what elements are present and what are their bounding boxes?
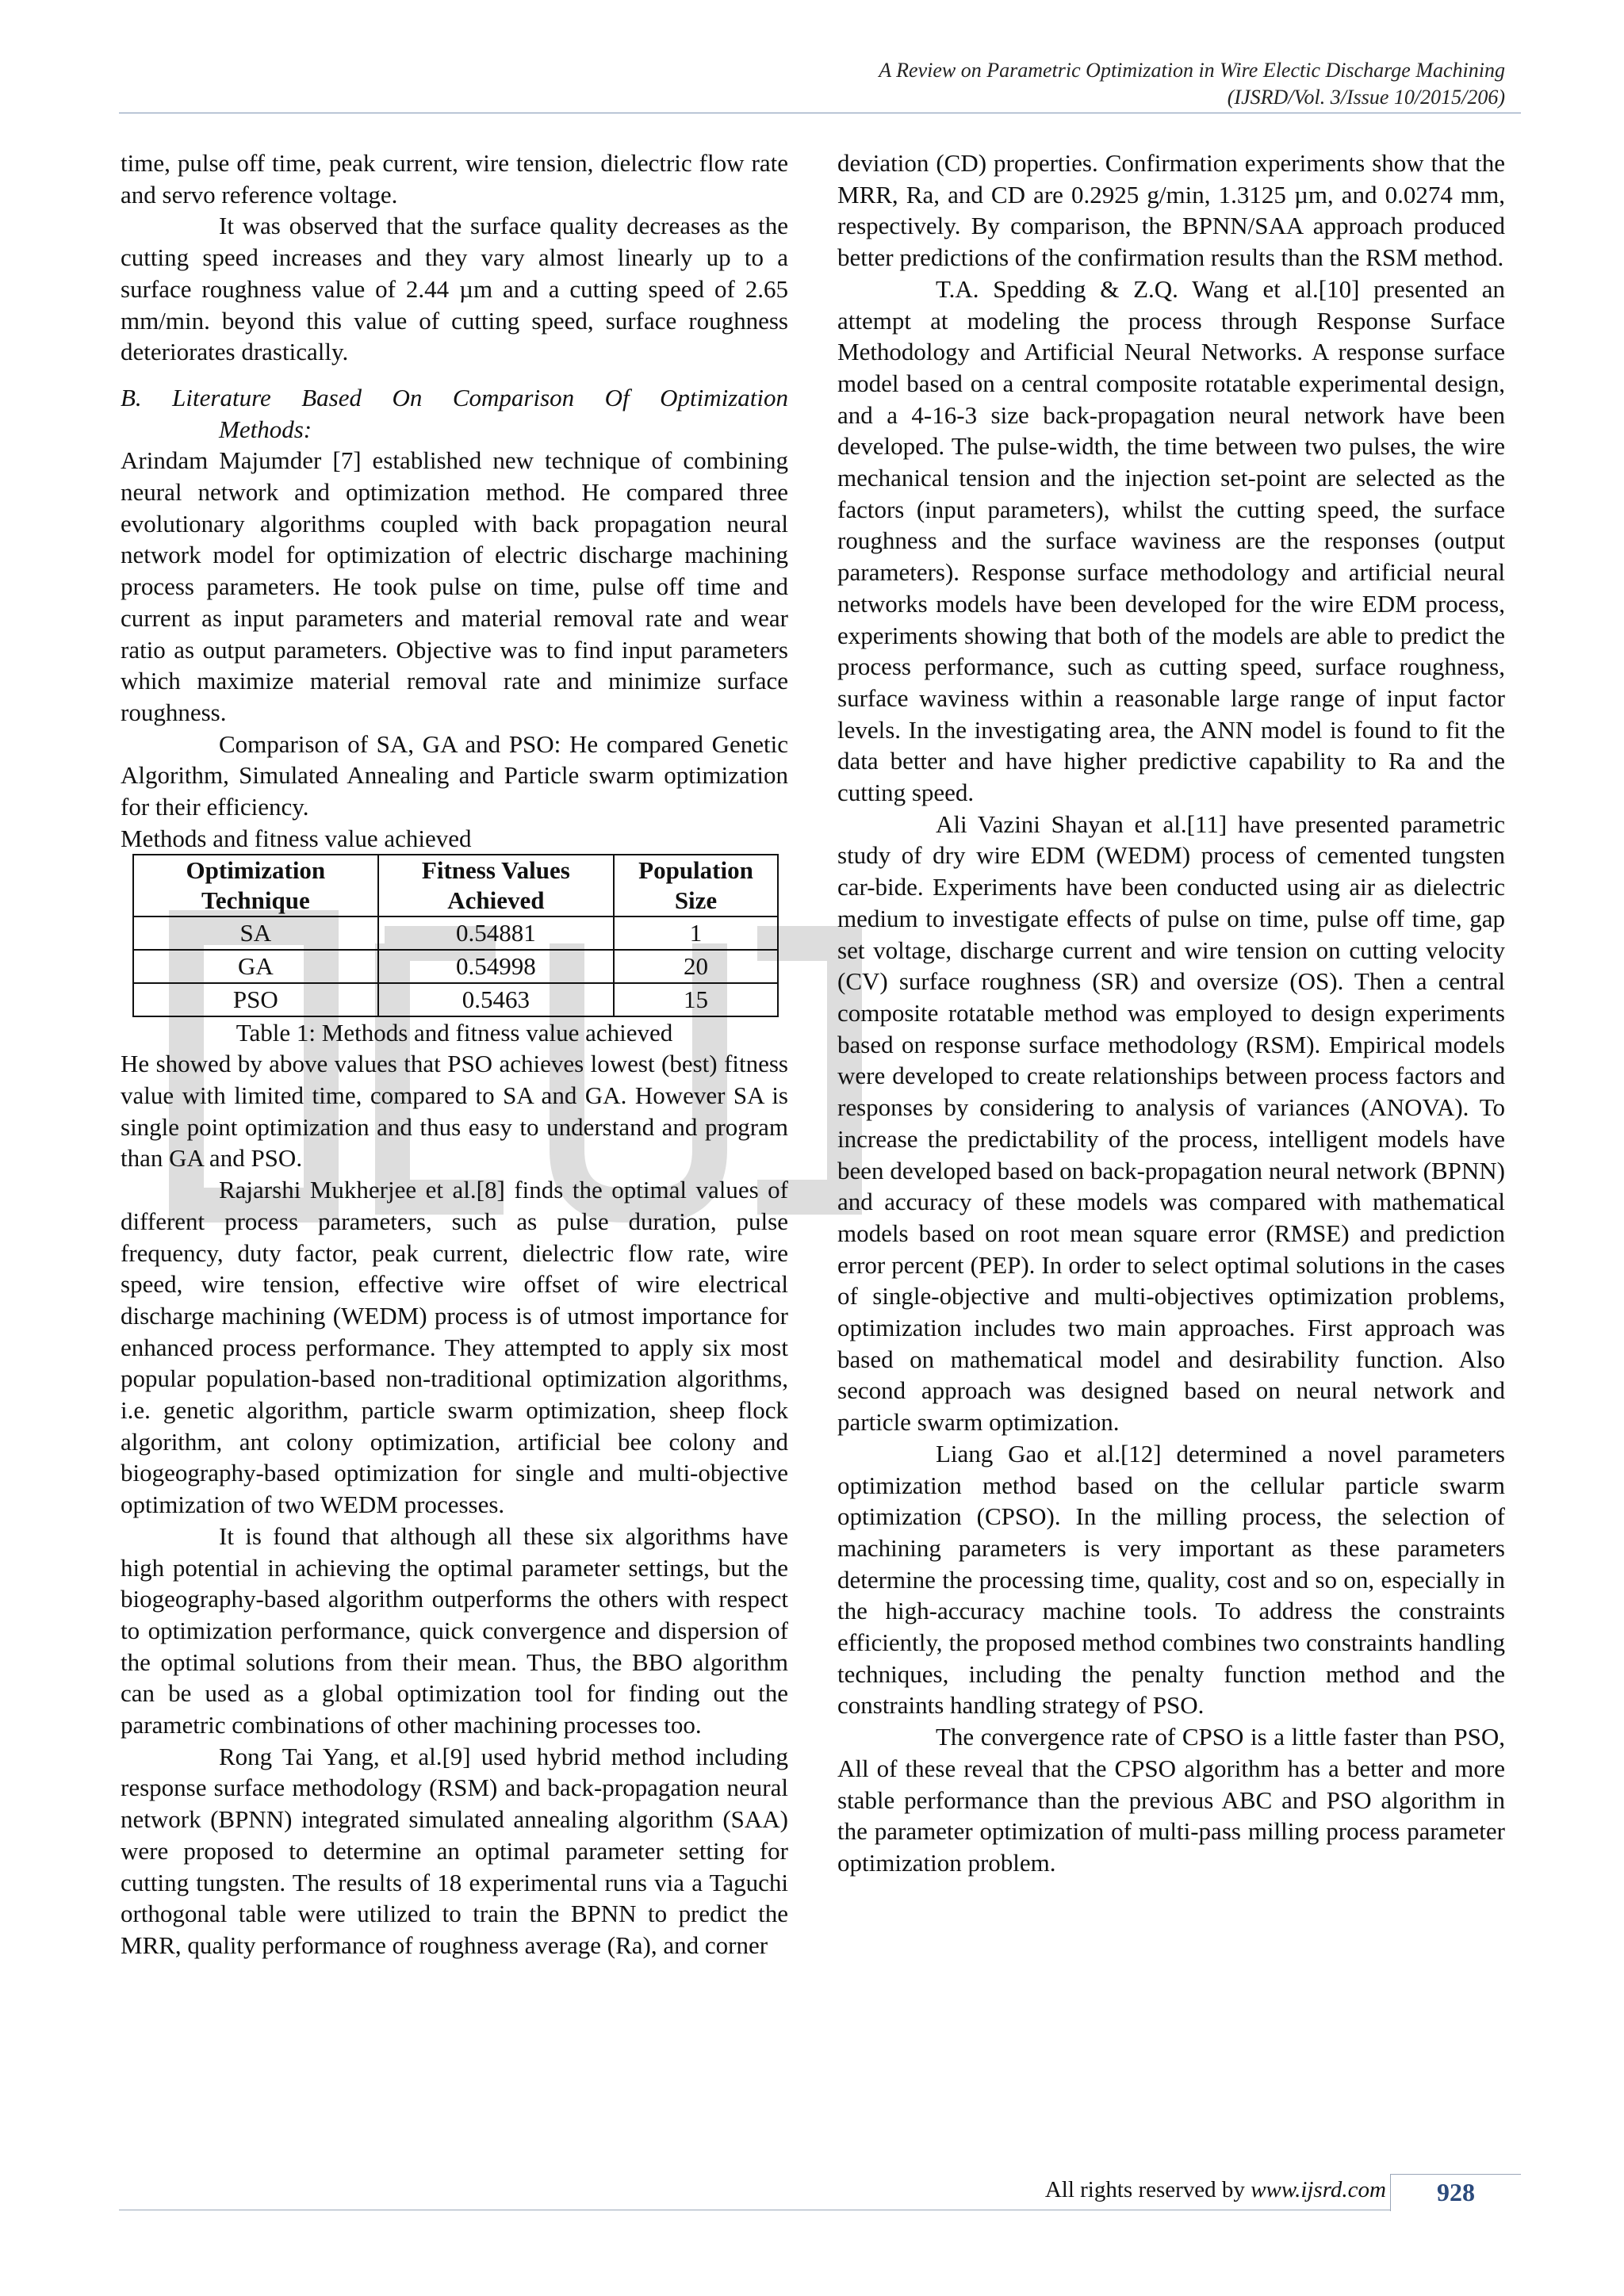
table-cell: PSO [133,983,378,1016]
paragraph: deviation (CD) properties. Confirmation experiments show that the MRR, Ra, and CD are 0.2925 g/min, 1.3125 µm, and 0.0274 mm, respectively. By comparison, the BPNN/SAA approach produced better predictions of the confirmation results than the RSM method. [837,149,1505,272]
table-row [133,916,778,950]
table-header-cell: Optimization Technique [133,855,378,916]
paragraph: Rajarshi Mukherjee et al.[8] finds the optimal values of different process parameters, such as pulse duration, pulse frequency, duty factor, peak current, dielectric flow rate, wire speed, wire tension, effective wire offset of wire electrical discharge machining (WEDM) process is of utmost importance for enhanced process performance. They attempted to apply six most popular population-based non-traditional optimization algorithms, i.e. genetic algorithm, particle swarm optimization, sheep flock algorithm, ant colony optimization, artificial bee colony and biogeography-based optimization for single and multi-objective optimization of two WEDM processes. [121,1176,788,1519]
table-title: Methods and fitness value achieved [121,824,472,852]
table-header-cell: Population Size [614,855,778,916]
table-cell: SA [133,916,378,950]
running-header [474,57,1505,111]
paragraph: Arindam Majumder [7] established new technique of combining neural network and optimization method. He compared three evolutionary algorithms coupled with back propagation neural network model for optimization of electric discharge machining process parameters. He took pulse on time, pulse off time and current as input parameters and material removal rate and wear ratio as output parameters. Objective was to find input parameters which maximize material removal rate and minimize surface roughness. [121,446,788,726]
table-cell: 0.54998 [378,950,614,983]
subheading-line: B. Literature Based On Comparison Of Optimization [121,383,788,411]
table-header-cell: Fitness Values Achieved [378,855,614,916]
header-citation: (IJSRD/Vol. 3/Issue 10/2015/206) [1227,86,1505,109]
table-caption: Table 1: Methods and fitness value achieved [236,1018,673,1047]
table-row [133,983,778,1016]
paragraph: Comparison of SA, GA and PSO: He compared Genetic Algorithm, Simulated Annealing and Particle swarm optimization for their efficiency. [121,729,788,821]
rights-text: All rights reserved by [1044,2177,1245,2202]
paragraph: It was observed that the surface quality decreases as the cutting speed increases and they vary almost linearly up to a surface roughness value of 2.44 µm and a cutting speed of 2.65 mm/min. beyond this value of cutting speed, surface roughness deteriorates drastically. [121,212,788,366]
subheading-line: Methods: [219,415,312,443]
site-link[interactable]: www.ijsrd.com [1251,2177,1386,2202]
left-column [121,147,788,1961]
table-cell: 20 [614,950,778,983]
table-cell: 1 [614,916,778,950]
paragraph: He showed by above values that PSO achieves lowest (best) fitness value with limited time, compared to SA and GA. However SA is single point optimization and thus easy to understand and program than GA and PSO. [121,1050,788,1173]
table-row [133,950,778,983]
footer-rights [1045,2177,1386,2203]
paragraph: T.A. Spedding & Z.Q. Wang et al.[10] presented an attempt at modeling the process through Response Surface Methodology and Artificial Neural Networks. A response surface model based on a central composite rotatable experimental design, and a 4-16-3 size back-propagation neural network have been developed. The pulse-width, the time between two pulses, the wire mechanical tension and the injection set-point are selected as the factors (input parameters), whilst the cutting speed, the surface roughness and the surface waviness are the responses (output parameters). Response surface methodology and artificial neural networks models have been developed for the wire EDM process, experiments showing that both of the models are able to predict the process performance, such as cutting speed, surface roughness, surface waviness within a reasonable large range of input factor levels. In the investigating area, the ANN model is found to fit the data better and have higher predictive capability to Ra and the cutting speed. [837,274,1505,807]
table-cell: 0.54881 [378,916,614,950]
right-column [837,147,1505,1879]
paragraph: time, pulse off time, peak current, wire tension, dielectric flow rate and servo reference voltage. [121,149,788,209]
paragraph: Ali Vazini Shayan et al.[11] have presented parametric study of dry wire EDM (WEDM) process of cemented tungsten car-bide. Experiments have been conducted using air as dielectric medium to investigate effects of pulse on time, pulse off time, gap set voltage, discharge current and wire tension on cutting velocity (CV) surface roughness (SR) and oversize (OS). Then a central composite rotatable method was employed to design experiments based on response surface methodology (RSM). Empirical models were developed to create relationships between process factors and responses by considering to analysis of variances (ANOVA). To increase the predictability of the process, intelligent models have been developed based on back-propagation neural network (BPNN) and accuracy of these models was compared with mathematical models based on root mean square error (RMSE) and prediction error percent (PEP). In order to select optimal solutions in the cases of single-objective and multi-objectives optimization problems, optimization includes two main approaches. First approach was based on mathematical model and desirability function. Also second approach was designed based on neural network and particle swarm optimization. [837,809,1505,1437]
fitness-table [132,854,779,1016]
table-cell: GA [133,950,378,983]
paragraph: The convergence rate of CPSO is a little faster than PSO, All of these reveal that the CPSO algorithm has a better and more stable performance than the previous ABC and PSO algorithm in the parameter optimization of multi-pass milling process parameter optimization problem. [837,1723,1505,1877]
page-footer [119,2174,1521,2210]
table-cell: 0.5463 [378,983,614,1016]
paragraph: Liang Gao et al.[12] determined a novel parameters optimization method based on the cellular particle swarm optimization (CPSO). In the milling process, the selection of machining parameters is very important as these parameters determine the processing time, quality, cost and so on, especially in the high-accuracy machine tools. To address the constraints efficiently, the proposed method combines two constraints handling techniques, including the penalty function method and the constraints handling strategy of PSO. [837,1439,1505,1720]
paragraph: It is found that although all these six algorithms have high potential in achieving the optimal parameter settings, but the biogeography-based algorithm outperforms the others with respect to optimization performance, quick convergence and dispersion of the optimal solutions from their mean. Thus, the BBO algorithm can be used as a global optimization tool for finding out the parametric combinations of other machining processes too. [121,1521,788,1739]
table-cell: 15 [614,983,778,1016]
section-subheading [121,382,788,445]
paragraph: Rong Tai Yang, et al.[9] used hybrid method including response surface methodology (RSM) and back-propagation neural network (BPNN) integrated simulated annealing algorithm (SAA) were proposed to determine an optimal parameter setting for cutting tungsten. The results of 18 experimental runs via a Taguchi orthogonal table were utilized to train the BPNN to predict the MRR, quality performance of roughness average (Ra), and corner [121,1742,788,1959]
header-title: A Review on Parametric Optimization in Wire Electic Discharge Machining [879,59,1505,82]
page-number: 928 [1390,2174,1521,2211]
